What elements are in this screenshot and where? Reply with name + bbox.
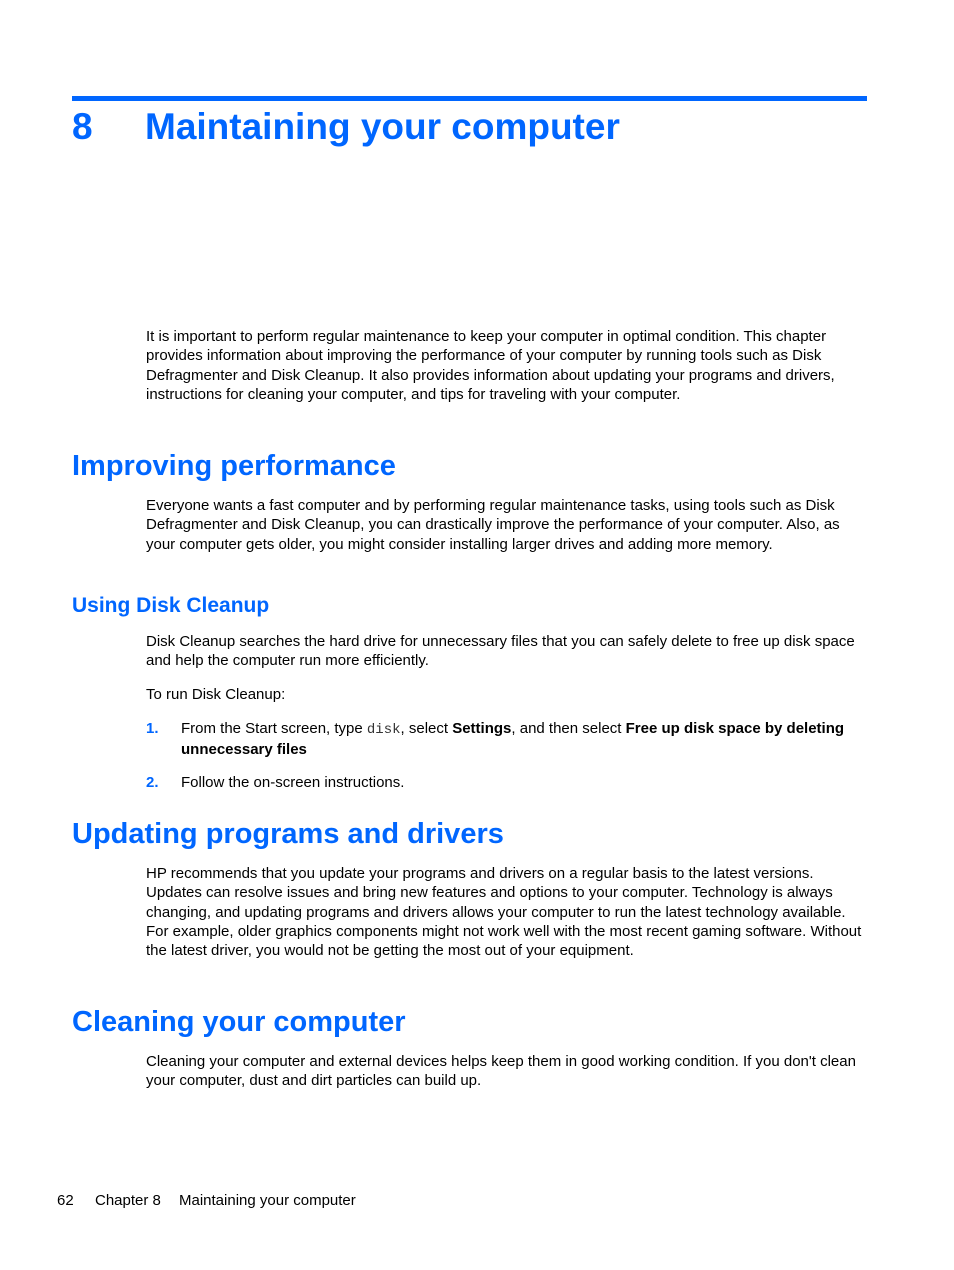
step-number: 2. xyxy=(146,774,159,791)
page-footer xyxy=(57,1192,356,1209)
footer-chapter-label: Chapter 8 xyxy=(95,1192,161,1209)
cleaning-paragraph: Cleaning your computer and external devices helps keep them in good working condition. If you don't clean your computer, dust and dirt particles can build up. xyxy=(146,1053,856,1090)
footer-chapter-title: Maintaining your computer xyxy=(179,1192,356,1209)
step-text: Follow the on-screen instructions. xyxy=(181,774,405,791)
improving-paragraph: Everyone wants a fast computer and by performing regular maintenance tasks, using tools such as Disk Defragmenter and Disk Cleanup, you can drastically improve the performance of your computer. Also, as your computer gets older, you might consider installing larger drives and adding more memory. xyxy=(146,497,840,553)
heading-improving-performance: Improving performance xyxy=(72,450,396,482)
chapter-rule xyxy=(72,96,867,101)
step-text-part: , and then select xyxy=(511,720,626,737)
step-number: 1. xyxy=(146,720,159,737)
to-run-disk-cleanup: To run Disk Cleanup: xyxy=(146,686,286,703)
chapter-title xyxy=(72,106,620,148)
code-disk: disk xyxy=(366,722,401,738)
disk-cleanup-paragraph: Disk Cleanup searches the hard drive for unnecessary files that you can safely delete to free up disk space and help the computer run more efficiently. xyxy=(146,633,855,670)
free-up-disk-space-label: Free up disk space by deleting unnecessary files xyxy=(181,720,845,759)
step-text xyxy=(181,719,851,760)
chapter-title-text: Maintaining your computer xyxy=(145,106,620,147)
step-text-part: From the Start screen, type xyxy=(181,720,367,737)
heading-using-disk-cleanup: Using Disk Cleanup xyxy=(72,594,270,617)
settings-label: Settings xyxy=(452,720,512,737)
heading-updating-programs-drivers: Updating programs and drivers xyxy=(72,818,504,850)
intro-paragraph: It is important to perform regular maintenance to keep your computer in optimal condition. This chapter provides information about improving the performance of your computer by running tools such as Disk Defragmenter and Disk Cleanup. It also provides information about updating your programs and drivers, instructions for cleaning your computer, and tips for traveling with your computer. xyxy=(146,328,835,403)
heading-cleaning-your-computer: Cleaning your computer xyxy=(72,1006,406,1038)
page-number: 62 xyxy=(57,1192,74,1209)
chapter-number: 8 xyxy=(72,106,93,147)
step-text-part: , select xyxy=(400,720,453,737)
updating-paragraph: HP recommends that you update your programs and drivers on a regular basis to the latest versions. Updates can resolve issues and bring new features and options to your computer. Technology is always changing, and updating programs and drivers allows your computer to run the latest technology available. For example, older graphics components might not work well with the most recent gaming software. Without the latest driver, you would not be getting the most out of your equipment. xyxy=(146,865,862,960)
